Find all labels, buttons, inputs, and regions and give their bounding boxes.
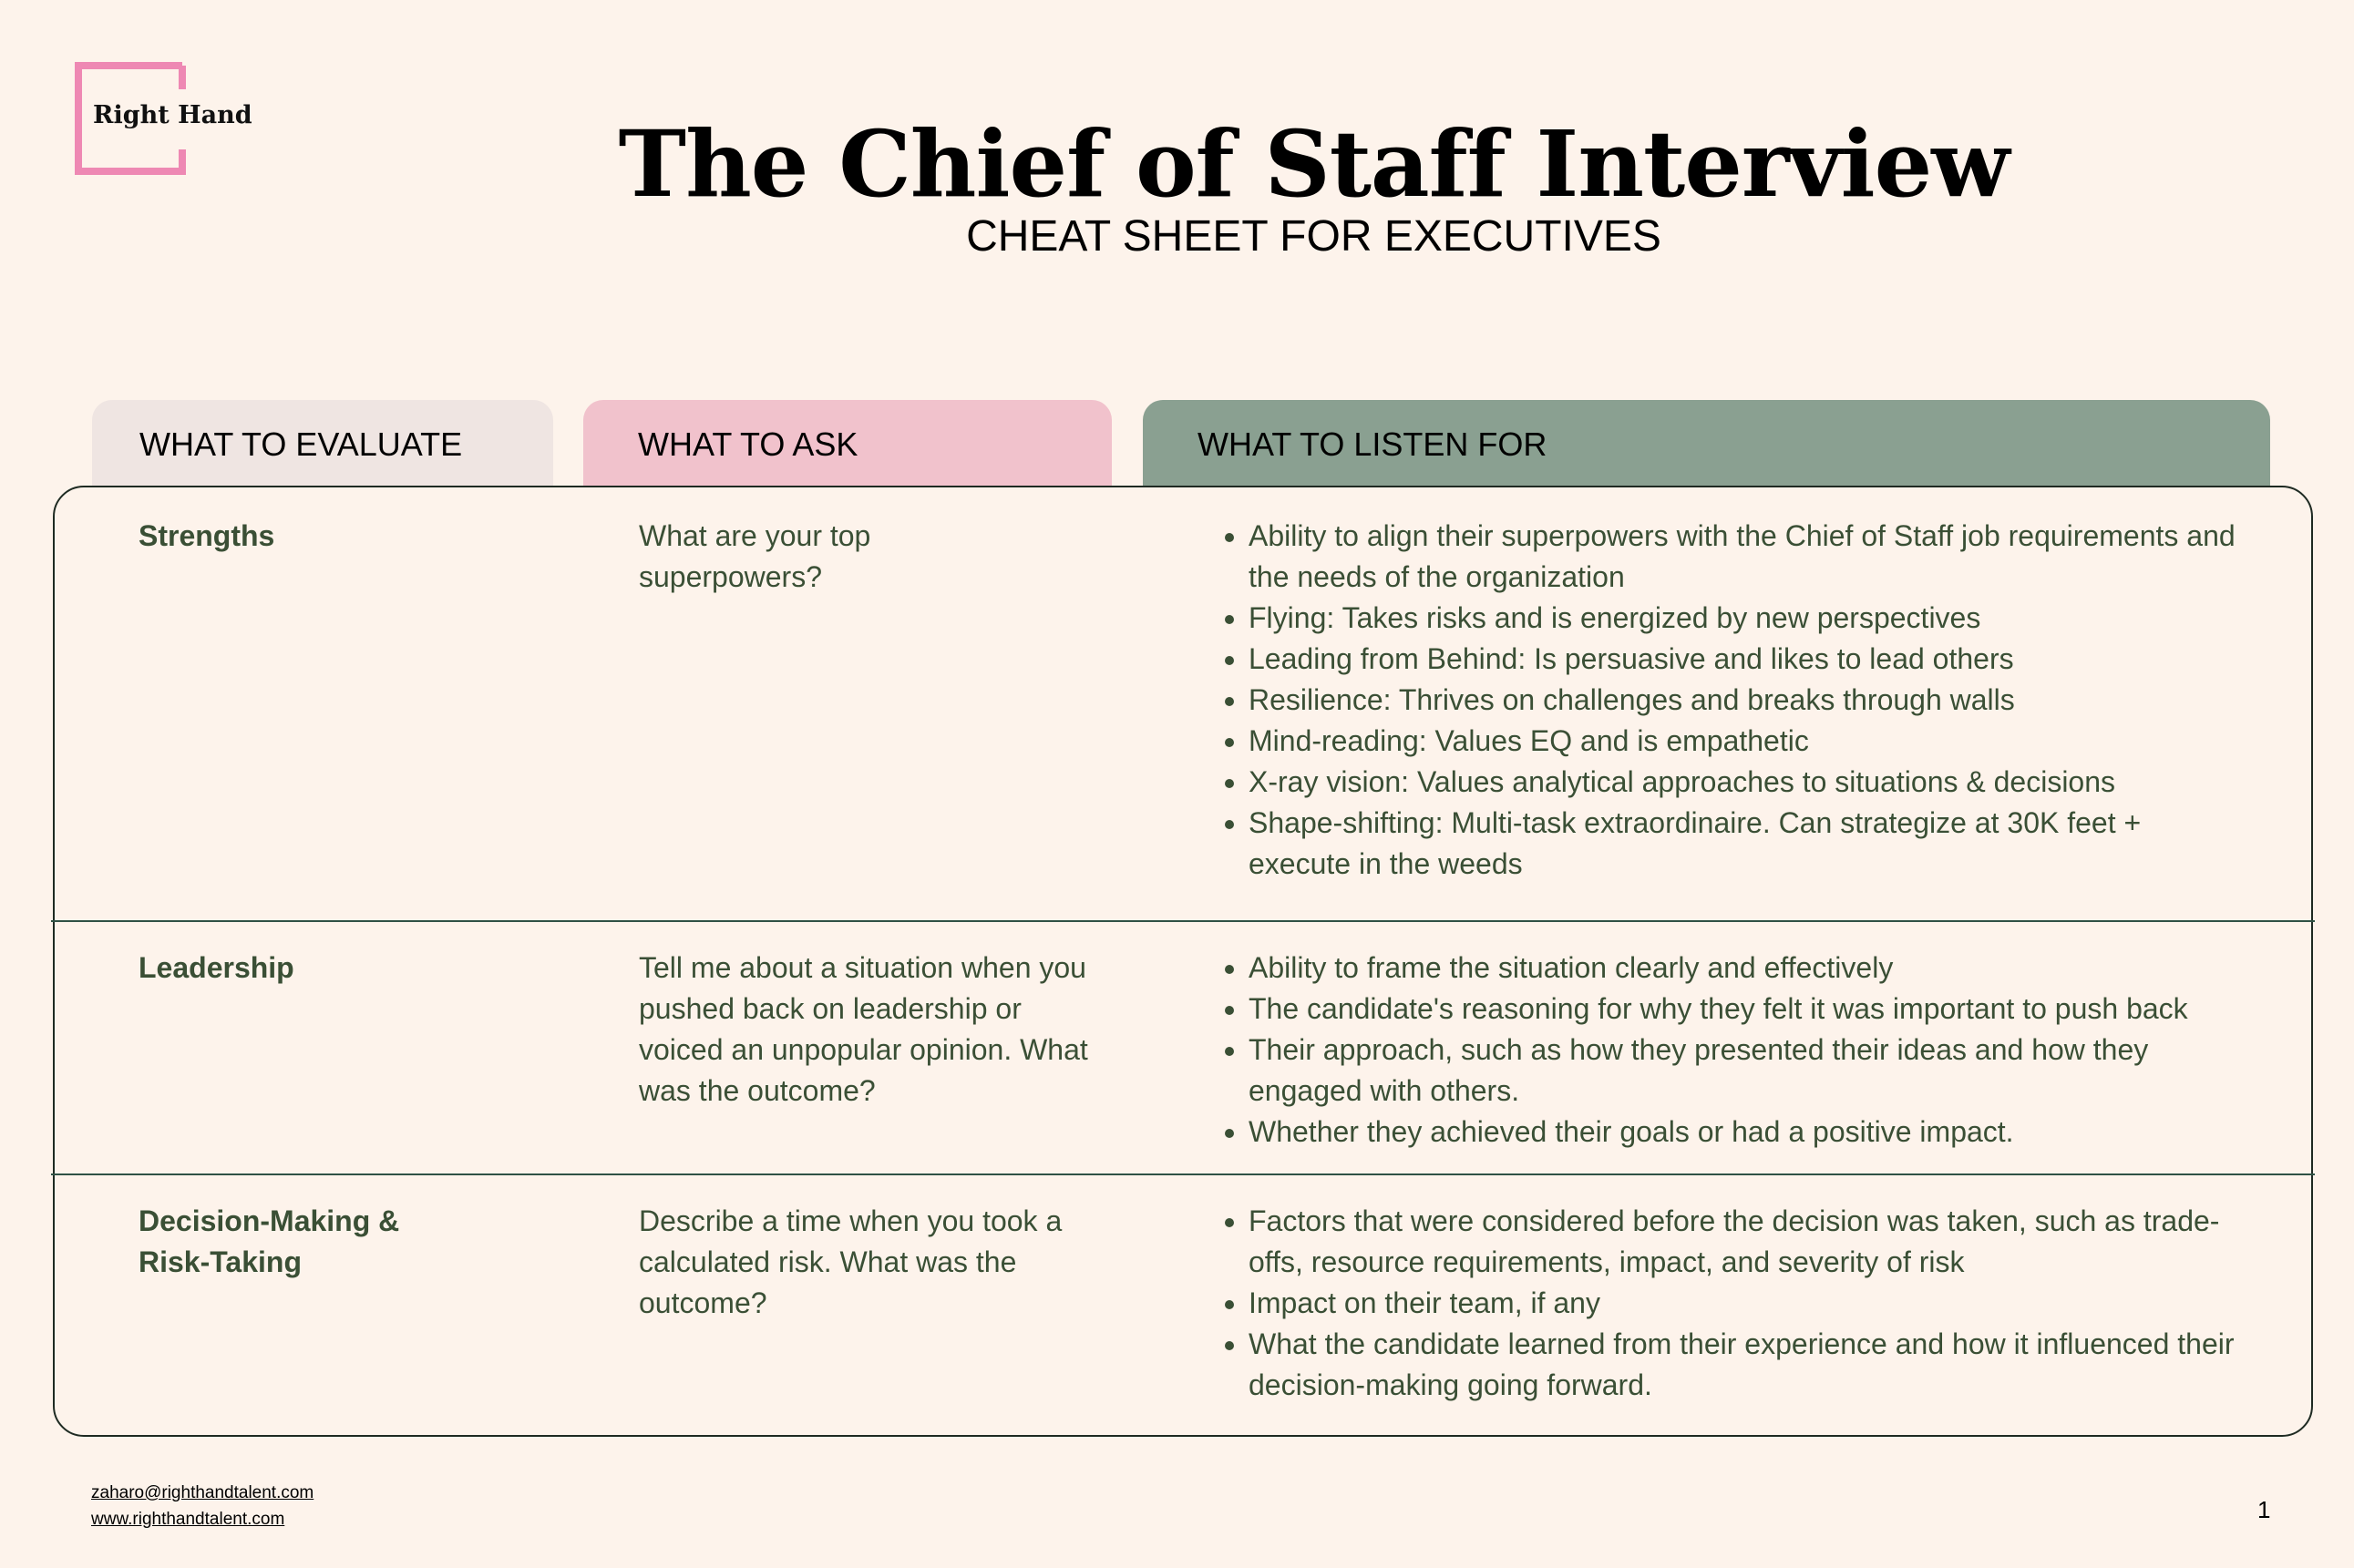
list-item: • Their approach, such as how they presented their ideas and how they engaged with others. [1249,1030,2244,1112]
row-leadership-listen [1205,948,2244,1153]
listen-list [1205,516,2244,885]
list-item: • Ability to align their superpowers with the Chief of Staff job requirements and the needs of the organization [1249,516,2244,598]
footer-email-link[interactable]: zaharo@righthandtalent.com [91,1483,314,1502]
column-header-listen: WHAT TO LISTEN FOR [1143,400,2270,487]
list-item: • Impact on their team, if any [1249,1283,2244,1324]
row-decision-evaluate: Decision-Making & Risk-Taking [139,1204,400,1278]
listen-list [1205,1201,2244,1406]
column-header-evaluate: WHAT TO EVALUATE [92,400,553,487]
list-item: • Flying: Takes risks and is energized by new perspectives [1249,598,2244,639]
list-item: • Factors that were considered before the decision was taken, such as trade-offs, resource requirements, impact, and severity of risk [1249,1201,2244,1283]
row-divider [51,920,2315,922]
row-leadership-evaluate: Leadership [139,951,294,984]
row-strengths-evaluate: Strengths [139,519,275,552]
list-item: • Shape-shifting: Multi-task extraordinaire. Can strategize at 30K feet + execute in the weeds [1249,803,2244,885]
logo-text: Right Hand [93,101,252,129]
list-item: • X-ray vision: Values analytical approaches to situations & decisions [1249,762,2244,803]
list-item: • The candidate's reasoning for why they felt it was important to push back [1249,989,2244,1030]
column-header-ask: WHAT TO ASK [583,400,1112,487]
row-decision-ask: Describe a time when you took a calculated risk. What was the outcome? [639,1204,1063,1319]
page-subtitle: CHEAT SHEET FOR EXECUTIVES [966,212,1661,261]
footer-website-link[interactable]: www.righthandtalent.com [91,1510,285,1529]
list-item: • Mind-reading: Values EQ and is empathetic [1249,721,2244,762]
page-number: 1 [2257,1496,2271,1523]
row-strengths-ask: What are your top superpowers? [639,519,871,593]
row-divider [51,1173,2315,1175]
page-title: The Chief of Staff Interview [618,110,2010,218]
list-item: • Whether they achieved their goals or had a positive impact. [1249,1112,2244,1153]
row-leadership-ask: Tell me about a situation when you pushed back on leadership or voiced an unpopular opinion. What was the outcome? [639,951,1088,1107]
list-item: • Ability to frame the situation clearly and effectively [1249,948,2244,989]
listen-list [1205,948,2244,1153]
list-item: • Resilience: Thrives on challenges and breaks through walls [1249,680,2244,721]
row-decision-listen [1205,1201,2244,1406]
list-item: • Leading from Behind: Is persuasive and likes to lead others [1249,639,2244,680]
row-strengths-listen [1205,516,2244,885]
list-item: • What the candidate learned from their experience and how it influenced their decision-making going forward. [1249,1324,2244,1406]
